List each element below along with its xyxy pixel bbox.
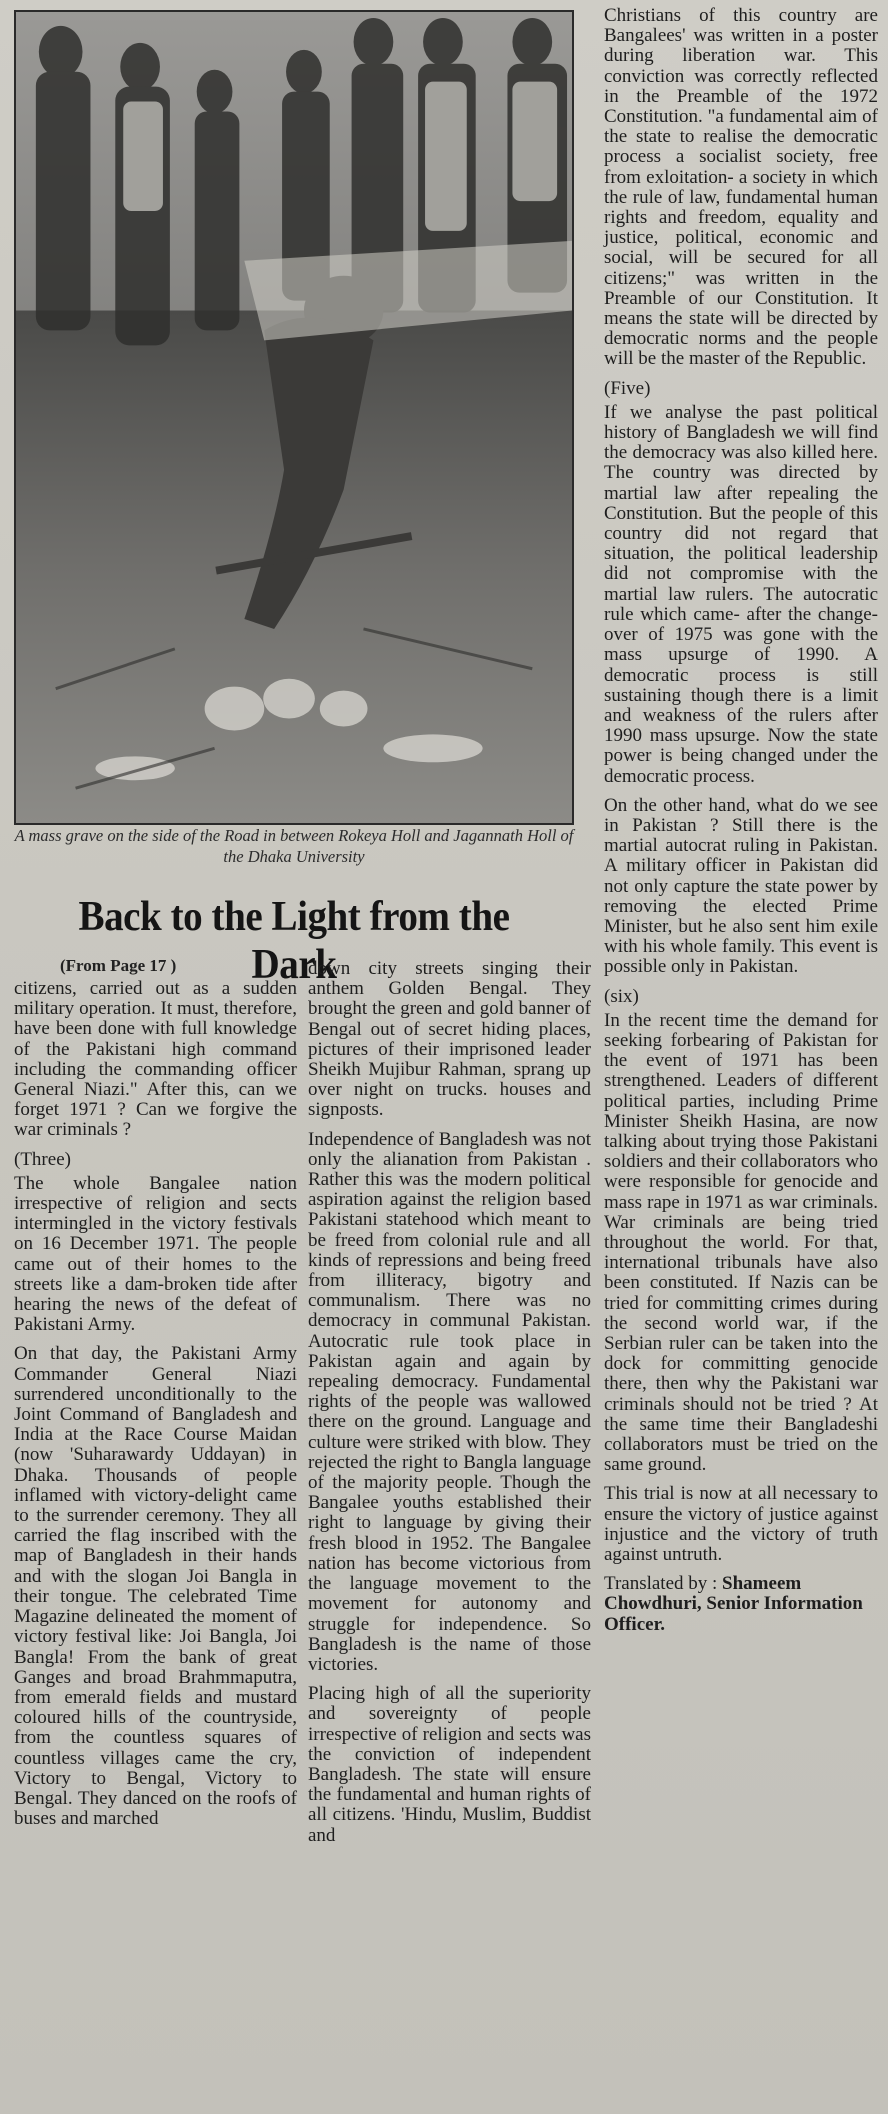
- paragraph: Placing high of all the superiority and sovereignty of people irrespective of religion and sects was the conviction of independent Bangladesh. The state will ensure the fundamental and human rights of all citizens. 'Hindu, Muslim, Buddist and: [308, 1683, 591, 1846]
- article-column-1: [14, 979, 297, 1838]
- paragraph: In the recent time the demand for seeking forbearing of Pakistan for the event of 1971 has been strengthened. Leaders of different political parties, including Prime Minister Sheikh Hasina, are now talking about trying those Pakistani soldiers and their collaborators who were responsible for genocide and mass rape in 1971 as war criminals. War criminals are being tried throughout the world. For that, international tribunals have also been constituted. If Nazis can be tried for committing crimes during the second world war, if the Serbian ruler can be taken into the dock for committing genocide there, then why the Pakistani war criminals should not be tried ? At the same time their Bangladeshi collaborators must be tried on the same ground.: [604, 1009, 878, 1476]
- section-heading: (Three): [14, 1148, 71, 1170]
- paragraph: On that day, the Pakistani Army Commander General Niazi surrendered unconditionally to the Joint Command of Bangladesh and India at the Race Course Maidan (now 'Suharawardy Uddayan) in Dhaka. Thousands of people inflamed with victory-delight came to the surrender ceremony. They all carried the flag inscribed with the map of Bangladesh in their hands and with the slogan Joi Bangla in their tongue. The celebrated Time Magazine delineated the moment of victory festival like: Joi Bangla, Joi Bangla! From the bank of great Ganges and broad Brahmmaputra, from emerald fields and mustard coloured hills of the countryside, from the countless squares of countless villages came the cry, Victory to Bengal, Victory to Bengal. They danced on the roofs of buses and marched: [14, 1343, 297, 1830]
- paragraph: If we analyse the past political history of Bangladesh we will find the democracy was also killed here. The country was directed by martial law after repealing the Constitution. But the people of this country did not regard that situation, the political leadership did not compromise with the martial law rulers. The autocratic rule which came- after the change-over of 1975 was gone with the mass upsurge of 1990. A democratic process is still sustaining though there is a limit and weakness of the rulers after 1990 mass upsurge. Now the state power is being changed under the democratic process.: [604, 401, 878, 787]
- photo-caption: A mass grave on the side of the Road in between Rokeya Holl and Jagannath Holl of the Dhaka University: [14, 826, 574, 866]
- paragraph: The whole Bangalee nation irrespective of religion and sects intermingled in the victory festivals on 16 December 1971. The people came out of their homes to the streets like a dam-broken tide after hearing the news of the defeat of Pakistani Army.: [14, 1172, 297, 1336]
- translator-credit: [604, 1574, 878, 1635]
- photo-illustration: [16, 12, 572, 823]
- article-headline: Back to the Light from the Dark: [78, 894, 510, 988]
- paragraph: Christians of this country are Bangalees' was written in a poster during liberation war. This conviction was correctly reflected in the Preamble of the 1972 Constitution. "a fundamental aim of the state to realise the democratic process a socialist society, free from exloitation- a society in which the rule of law, fundamental human rights and freedom, equality and justice, political, economic and social, will be secured for all citizens;" was written in the Preamble of our Constitution. It means the state will be directed by democratic norms and the people will be the master of the Republic.: [604, 5, 878, 370]
- paragraph: This trial is now at all necessary to ensure the victory of justice against injustice and the victory of truth against untruth.: [604, 1483, 878, 1566]
- mass-grave-photo: [14, 10, 574, 825]
- section-heading: (Five): [604, 377, 651, 399]
- paragraph: down city streets singing their anthem Golden Bengal. They brought the green and gold banner of Bengal out of secret hiding places, pictures of their imprisoned leader Sheikh Mujibur Rahman, sprang up over night on trucks. houses and signposts.: [308, 958, 591, 1121]
- section-heading: (six): [604, 985, 639, 1007]
- paragraph: Independence of Bangladesh was not only the alianation from Pakistan . Rather this was the modern political aspiration against the religion based Pakistani statehood which meant to be freed from colonial rule and all kinds of repressions and being freed from illiteracy, bigotry and communalism. There was no democracy in communal Pakistan. Autocratic rule took place in Pakistan again and again by repealing democracy. Fundamental rights of the people was wallowed there on the ground. Language and culture were striked with blow. They rejected the right to Bangla language of the majority people. Though the Bangalee youths established their right to language by giving their fresh blood in 1952. The Bangalee nation has become victorious from the language movement to the movement for autonomy and struggle for independence. So Bangladesh is the name of those victories.: [308, 1128, 591, 1675]
- article-column-2: [308, 959, 591, 1855]
- paragraph: citizens, carried out as a sudden military operation. It must, therefore, have been done with full knowledge of the Pakistani high command including the commanding officer General Niazi." After this, can we forget 1971 ? Can we forgive the war criminals ?: [14, 978, 297, 1141]
- article-column-3: [604, 6, 878, 1644]
- paragraph: On the other hand, what do we see in Pakistan ? Still there is the martial autocrat ruling in Pakistan. A military officer in Pakistan did not only capture the state power by removing the elected Prime Minister, but he also sent him exile with his whole family. This event is possible only in Pakistan.: [604, 794, 878, 978]
- credit-label: Translated by :: [604, 1573, 723, 1595]
- credit-name: Shameem Chowdhuri, Senior Information Officer.: [604, 1573, 863, 1635]
- continuation-note: (From Page 17 ): [60, 956, 177, 975]
